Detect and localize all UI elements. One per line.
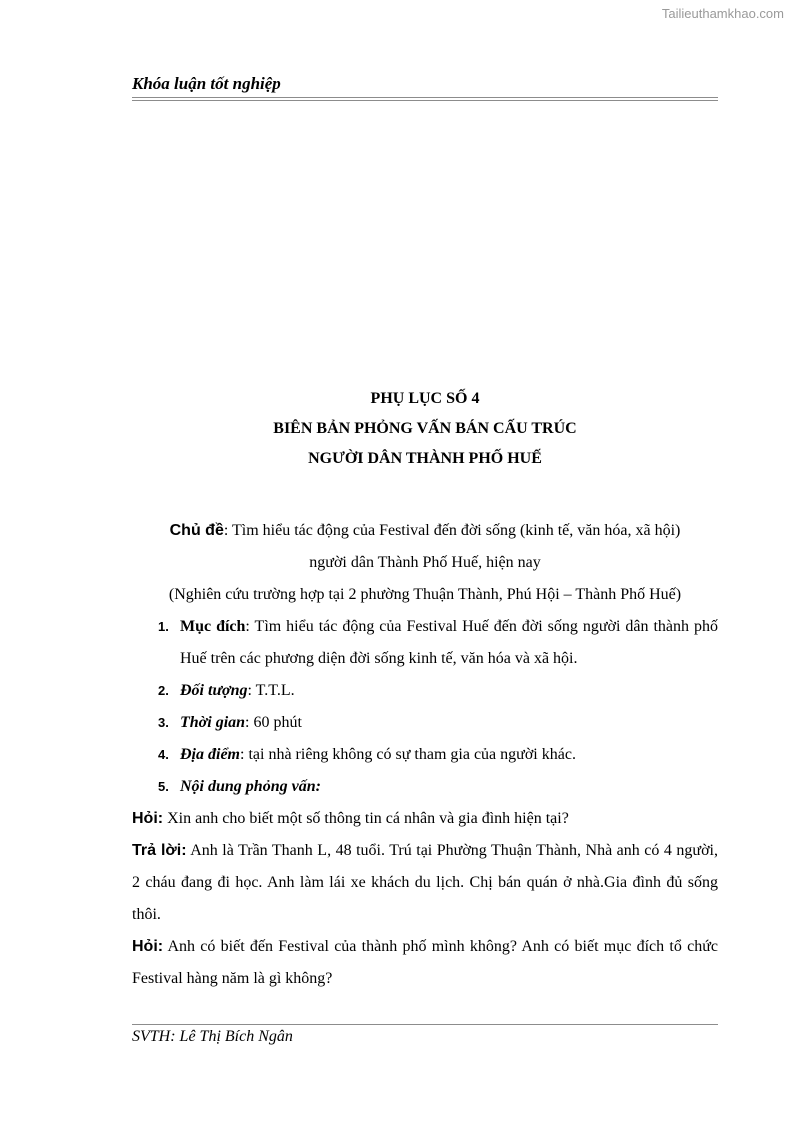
question-label: Hỏi: bbox=[132, 810, 164, 827]
answer-1 bbox=[132, 835, 718, 931]
list-item-subject bbox=[132, 675, 718, 707]
purpose-text: : Tìm hiểu tác động của Festival Huế đến đời sống người dân thành phố Huế trên các phương diện đời sống kinh tế, văn hóa và xã hội. bbox=[180, 618, 718, 667]
topic-line-2: người dân Thành Phố Huế, hiện nay bbox=[309, 554, 541, 571]
list-number: 4. bbox=[158, 747, 169, 762]
interview-details-list bbox=[132, 611, 718, 803]
purpose-label: Mục đích bbox=[180, 618, 246, 635]
document-subtitle: NGƯỜI DÂN THÀNH PHỐ HUẾ bbox=[308, 450, 542, 467]
header-rule-second bbox=[132, 100, 718, 101]
list-number: 5. bbox=[158, 779, 169, 794]
question-label: Hỏi: bbox=[132, 938, 164, 955]
topic-line bbox=[132, 515, 718, 547]
footer-rule bbox=[132, 1024, 718, 1025]
question-text: Xin anh cho biết một số thông tin cá nhân và gia đình hiện tại? bbox=[163, 810, 569, 827]
content-label: Nội dung phỏng vấn: bbox=[180, 778, 321, 795]
document-body bbox=[132, 515, 718, 995]
list-number: 3. bbox=[158, 715, 169, 730]
answer-text: Anh là Trần Thanh L, 48 tuổi. Trú tại Phường Thuận Thành, Nhà anh có 4 người, 2 cháu đang đi học. Anh làm lái xe khách du lịch. Chị bán quán ở nhà.Gia đình đủ sống thôi. bbox=[132, 842, 719, 923]
list-number: 1. bbox=[158, 619, 169, 634]
duration-text: : 60 phút bbox=[245, 714, 302, 731]
question-text: Anh có biết đến Festival của thành phố mình không? Anh có biết mục đích tổ chức Festival hàng năm là gì không? bbox=[132, 938, 718, 987]
list-item-content bbox=[132, 771, 718, 803]
page-footer: SVTH: Lê Thị Bích Ngân bbox=[132, 1028, 293, 1045]
question-1 bbox=[132, 803, 718, 835]
list-item-duration bbox=[132, 707, 718, 739]
list-item-purpose bbox=[132, 611, 718, 675]
list-number: 2. bbox=[158, 683, 169, 698]
appendix-title-block bbox=[132, 384, 718, 474]
document-title: BIÊN BẢN PHỎNG VẤN BÁN CẤU TRÚC bbox=[273, 420, 577, 437]
subject-label: Đối tượng bbox=[180, 682, 248, 699]
header-rule bbox=[132, 97, 718, 98]
case-study-note: (Nghiên cứu trường hợp tại 2 phường Thuận Thành, Phú Hội – Thành Phố Huế) bbox=[168, 586, 682, 603]
question-2 bbox=[132, 931, 718, 995]
location-label: Địa điểm bbox=[180, 746, 240, 763]
topic-text: : Tìm hiểu tác động của Festival đến đời sống (kinh tế, văn hóa, xã hội) bbox=[223, 522, 681, 539]
topic-label: Chủ đề bbox=[169, 522, 224, 539]
page-header: Khóa luận tốt nghiệp bbox=[132, 74, 281, 93]
subject-text: : T.T.L. bbox=[247, 682, 295, 699]
answer-label: Trả lời: bbox=[132, 842, 187, 859]
location-text: : tại nhà riêng không có sự tham gia của người khác. bbox=[240, 746, 576, 763]
duration-label: Thời gian bbox=[180, 714, 246, 731]
list-item-location bbox=[132, 739, 718, 771]
watermark: Tailieuthamkhao.com bbox=[661, 6, 784, 21]
appendix-number: PHỤ LỤC SỐ 4 bbox=[370, 390, 480, 407]
